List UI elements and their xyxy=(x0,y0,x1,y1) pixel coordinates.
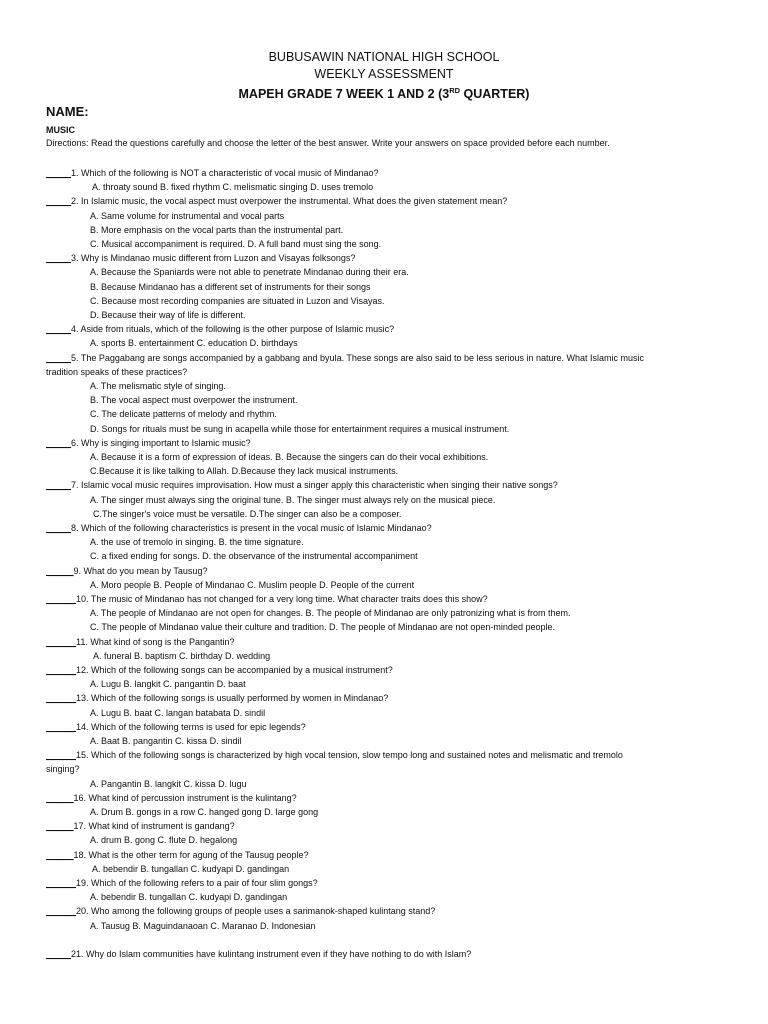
option-text: A. The singer must always sing the original tune. B. The singer must always rely on the musical piece. xyxy=(90,494,496,505)
option-text: B. Because Mindanao has a different set of instruments for their songs xyxy=(90,281,371,292)
answer-options xyxy=(90,708,265,719)
question-line xyxy=(46,793,297,804)
option-text: D. Because their way of life is different. xyxy=(90,310,246,320)
answer-blank: _____ xyxy=(46,821,74,832)
answer-options xyxy=(90,296,385,307)
question-line xyxy=(46,566,207,577)
question-text: 19. Which of the following refers to a pair of four slim gongs? xyxy=(76,878,318,888)
answer-blank: _____ xyxy=(46,565,74,576)
question-text: 15. Which of the following songs is characterized by high vocal tension, slow tempo long and sustained notes and melismatic and tremolo xyxy=(76,750,623,761)
question-line xyxy=(46,168,379,179)
answer-options xyxy=(90,807,318,818)
question-line xyxy=(46,665,393,676)
answer-blank: _____ xyxy=(46,849,74,860)
answer-options xyxy=(90,424,509,435)
answer-options xyxy=(90,310,245,321)
answer-options xyxy=(90,381,226,392)
answer-blank: ______ xyxy=(46,594,77,604)
question-text: 8. Which of the following characteristics is present in the vocal music of Islamic Mindanao? xyxy=(71,523,432,533)
question-line xyxy=(46,196,507,207)
option-text: A. Because it is a form of expression of ideas. B. Because the singers can do their vocal exhibitions. xyxy=(90,452,489,462)
question-line xyxy=(46,324,394,335)
option-text: A. funeral B. baptism C. birthday D. wedding xyxy=(93,650,271,661)
directions-text: Directions: Read the questions carefully and choose the letter of the best answer. Write your answers on space provided before each number. xyxy=(46,138,610,148)
question-text: 1. Which of the following is NOT a characteristic of vocal music of Mindanao? xyxy=(71,168,379,178)
question-line xyxy=(46,906,435,917)
answer-options xyxy=(90,921,315,932)
question-text: 9. What do you mean by Tausug? xyxy=(73,565,208,576)
answer-options xyxy=(90,495,495,506)
option-text: C. a fixed ending for songs. D. the observance of the instrumental accompaniment xyxy=(90,551,418,562)
answer-options xyxy=(90,211,284,222)
question-line xyxy=(46,438,251,449)
option-text: A. Because the Spaniards were not able to penetrate Mindanao during their era. xyxy=(90,267,409,278)
subject-label: MUSIC xyxy=(46,125,75,135)
answer-options xyxy=(90,892,287,903)
question-text: 4. Aside from rituals, which of the following is the other purpose of Islamic music? xyxy=(71,324,395,335)
answer-blank: _____ xyxy=(46,324,72,335)
option-text: A. Moro people B. People of Mindanao C. Muslim people D. People of the current xyxy=(90,579,415,590)
question-line xyxy=(46,367,187,378)
option-text: A. Pangantin B. langkit C. kissa D. lugu xyxy=(90,778,247,789)
option-text: A. Baat B. pangantin C. kissa D. sindil xyxy=(90,736,242,746)
answer-options xyxy=(90,409,277,420)
question-text: 3. Why is Mindanao music different from Luzon and Visayas folksongs? xyxy=(71,253,356,264)
question-line xyxy=(46,594,488,605)
question-text: 14. Which of the following terms is used for epic legends? xyxy=(76,721,306,732)
option-text: A. The people of Mindanao are not open for changes. B. The people of Mindanao are only patronizing what is from them. xyxy=(90,608,571,619)
answer-options xyxy=(90,239,381,250)
question-text: 2. In Islamic music, the vocal aspect must overpower the instrumental. What does the given statement mean? xyxy=(71,196,508,207)
option-text: A. Same volume for instrumental and vocal parts xyxy=(90,210,285,221)
question-line xyxy=(46,693,388,704)
answer-options xyxy=(90,580,414,591)
answer-options xyxy=(90,267,409,278)
answer-blank: _____ xyxy=(46,196,72,207)
question-text: 6. Why is singing important to Islamic music? xyxy=(71,437,251,448)
question-line xyxy=(46,637,234,648)
option-text: B. More emphasis on the vocal parts than the instrumental part. xyxy=(90,224,344,235)
option-text: A. throaty sound B. fixed rhythm C. melismatic singing D. uses tremolo xyxy=(92,182,374,193)
answer-blank: _____ xyxy=(46,437,72,448)
option-text: C.The singer's voice must be versatile. D.The singer can also be a composer. xyxy=(93,508,402,519)
question-text: 10. The music of Mindanao has not changed for a very long time. What character traits does this show? xyxy=(76,594,488,604)
question-text: tradition speaks of these practices? xyxy=(46,366,188,377)
answer-blank: _____ xyxy=(46,480,72,491)
question-line xyxy=(46,523,432,534)
answer-options xyxy=(93,651,270,662)
question-line xyxy=(46,750,623,761)
answer-blank: ______ xyxy=(46,636,77,647)
answer-options xyxy=(90,282,371,293)
question-text: 16. What kind of percussion instrument is the kulintang? xyxy=(73,792,297,803)
option-text: C. Musical accompaniment is required. D. A full band must sing the song. xyxy=(90,239,382,249)
question-line xyxy=(46,949,471,960)
answer-blank: ______ xyxy=(46,693,77,704)
question-text: 12. Which of the following songs can be accompanied by a musical instrument? xyxy=(76,665,393,675)
answer-options xyxy=(90,608,570,619)
question-line xyxy=(46,253,355,264)
answer-options xyxy=(90,835,237,846)
question-text: 20. Who among the following groups of people uses a sarimanok-shaped kulintang stand? xyxy=(76,906,436,917)
answer-blank: ______ xyxy=(46,721,77,732)
answer-options xyxy=(90,622,555,633)
option-text: A. sports B. entertainment C. education D. birthdays xyxy=(90,338,298,349)
exam-title-main: MAPEH GRADE 7 WEEK 1 AND 2 (3 xyxy=(238,87,450,102)
option-text: A. bebendir B. tungallan C. kudyapi D. gandingan xyxy=(92,863,290,874)
assessment-title: WEEKLY ASSESSMENT xyxy=(314,67,454,81)
answer-blank: _____ xyxy=(46,792,74,803)
question-text: singing? xyxy=(46,764,80,775)
option-text: D. Songs for rituals must be sung in acapella while those for entertainment requires a musical instrument. xyxy=(90,423,510,434)
answer-options xyxy=(90,452,488,463)
answer-options xyxy=(90,338,298,349)
question-line xyxy=(46,850,309,861)
answer-blank: _____ xyxy=(46,352,72,363)
option-text: A. The melismatic style of singing. xyxy=(90,381,226,391)
exam-title-superscript: RD xyxy=(449,86,461,95)
option-text: C. Because most recording companies are situated in Luzon and Visayas. xyxy=(90,295,385,306)
option-text: C. The delicate patterns of melody and rhythm. xyxy=(90,409,277,420)
answer-blank: _____ xyxy=(46,253,72,264)
question-line xyxy=(46,821,235,832)
answer-blank: ______ xyxy=(46,906,77,917)
answer-blank: ______ xyxy=(46,665,77,675)
question-text: 18. What is the other term for agung of the Tausug people? xyxy=(73,849,309,860)
answer-blank: _____ xyxy=(46,949,72,959)
answer-options xyxy=(92,864,289,875)
option-text: A. Lugu B. langkit C. pangantin D. baat xyxy=(90,679,246,690)
answer-options xyxy=(93,509,401,520)
question-line xyxy=(46,764,80,775)
exam-title-end: QUARTER) xyxy=(460,87,530,102)
option-text: C. The people of Mindanao value their culture and tradition. D. The people of Mindanao are not open-minded people. xyxy=(90,622,555,633)
answer-blank: ______ xyxy=(46,878,77,888)
answer-options xyxy=(90,779,247,790)
option-text: A. drum B. gong C. flute D. hegalong xyxy=(90,835,238,846)
question-text: 13. Which of the following songs is usually performed by women in Mindanao? xyxy=(76,693,389,704)
question-text: 21. Why do Islam communities have kulintang instrument even if they have nothing to do with Islam? xyxy=(71,949,472,959)
question-text: 5. The Paggabang are songs accompanied by a gabbang and byula. These songs are also said to be less serious in nature. What Islamic music xyxy=(71,352,645,363)
question-line xyxy=(46,878,318,889)
answer-options xyxy=(90,225,343,236)
question-text: 11. What kind of song is the Pangantin? xyxy=(76,636,235,647)
answer-options xyxy=(90,736,242,747)
answer-options xyxy=(90,395,297,406)
option-text: A. the use of tremolo in singing. B. the time signature. xyxy=(90,537,304,548)
option-text: A. Tausug B. Maguindanaoan C. Maranao D. Indonesian xyxy=(90,920,316,931)
answer-blank: _____ xyxy=(46,523,72,533)
answer-options xyxy=(90,551,418,562)
answer-options xyxy=(90,466,398,477)
answer-blank: _____ xyxy=(46,168,72,178)
option-text: B. The vocal aspect must overpower the instrument. xyxy=(90,395,298,406)
option-text: A. Drum B. gongs in a row C. hanged gong D. large gong xyxy=(90,807,319,817)
exam-title xyxy=(0,86,768,101)
question-line xyxy=(46,480,558,491)
answer-options xyxy=(90,537,304,548)
option-text: C.Because it is like talking to Allah. D.Because they lack musical instruments. xyxy=(90,466,399,477)
option-text: A. bebendir B. tungallan C. kudyapi D. gandingan xyxy=(90,892,288,903)
question-text: 17. What kind of instrument is gandang? xyxy=(73,821,235,832)
question-text: 7. Islamic vocal music requires improvisation. How must a singer apply this characteristic when singing their native songs? xyxy=(71,480,558,491)
question-line xyxy=(46,353,644,364)
name-label: NAME: xyxy=(46,104,89,119)
question-line xyxy=(46,722,306,733)
school-name: BUBUSAWIN NATIONAL HIGH SCHOOL xyxy=(268,50,500,64)
answer-options xyxy=(92,182,373,193)
answer-blank: ______ xyxy=(46,750,77,761)
answer-options xyxy=(90,679,246,690)
option-text: A. Lugu B. baat C. langan batabata D. sindil xyxy=(90,707,266,718)
